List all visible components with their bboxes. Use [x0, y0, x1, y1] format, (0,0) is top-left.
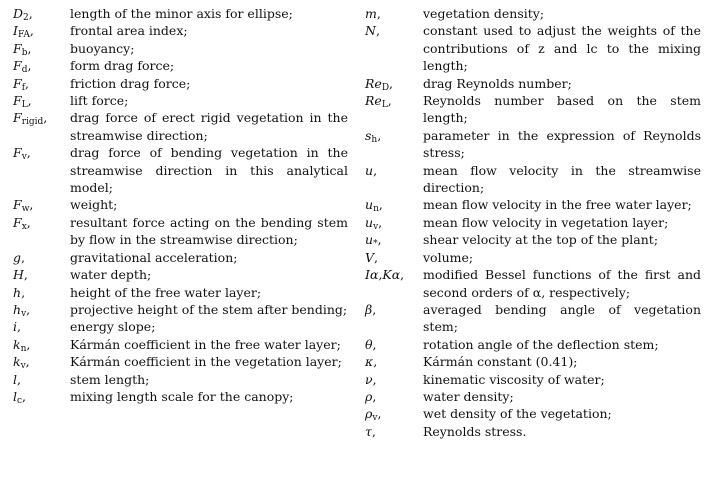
description: friction drag force; [70, 75, 191, 91]
description: mean flow velocity in the streamwise direction; [423, 162, 701, 196]
description: volume; [423, 249, 474, 265]
symbol [13, 22, 70, 39]
symbol [365, 214, 423, 231]
symbol-comma: , [372, 371, 377, 387]
symbol-subscript: 2 [23, 13, 29, 23]
description: weight; [70, 197, 118, 213]
symbol-base: F [13, 197, 22, 213]
nomenclature-entry [13, 109, 348, 144]
symbol [365, 22, 423, 74]
nomenclature-entry [365, 22, 701, 74]
nomenclature-entry [365, 336, 701, 353]
description: drag force of erect rigid vegetation in the streamwise direction; [70, 110, 348, 143]
nomenclature-right-column [365, 5, 701, 440]
symbol [13, 318, 70, 335]
description: drag Reynolds number; [423, 75, 572, 91]
symbol [13, 388, 70, 405]
nomenclature-entry [365, 388, 701, 405]
nomenclature-entry [13, 40, 348, 57]
description: water depth; [70, 267, 152, 283]
symbol-base: Re [365, 75, 382, 91]
nomenclature-entry [365, 214, 701, 231]
nomenclature-entry [13, 301, 348, 318]
symbol-comma: , [26, 336, 31, 352]
symbol-base: i [13, 319, 17, 335]
symbol [13, 109, 70, 144]
symbol-comma: , [27, 58, 32, 74]
nomenclature-entry [365, 231, 701, 248]
symbol-base: h [13, 284, 22, 300]
symbol-subscript: w [21, 204, 30, 215]
symbol-base: β [365, 301, 373, 317]
symbol-subscript: n [373, 204, 379, 215]
symbol [365, 92, 423, 127]
symbol-subscript: v [372, 413, 378, 424]
nomenclature-entry [13, 22, 348, 39]
symbol-base: l [13, 388, 17, 404]
symbol [13, 5, 70, 22]
symbol [365, 5, 423, 22]
symbol-subscript: rigid [21, 117, 44, 128]
symbol [365, 301, 423, 336]
nomenclature-entry [365, 405, 701, 422]
description: buoyancy; [70, 40, 135, 56]
nomenclature-entry [13, 336, 348, 353]
symbol [365, 388, 423, 405]
symbol-base: u [365, 232, 374, 248]
symbol-comma: , [372, 336, 377, 352]
symbol [365, 266, 423, 301]
symbol-comma: , [377, 127, 382, 143]
symbol [13, 284, 70, 301]
description: mixing length scale for the canopy; [70, 388, 294, 404]
symbol-subscript: L [381, 100, 388, 111]
symbol [13, 57, 70, 74]
symbol-comma: , [372, 388, 377, 404]
symbol-comma: , [26, 145, 31, 161]
symbol-comma: , [27, 40, 32, 56]
symbol-base: h [13, 301, 22, 317]
symbol-comma: , [21, 249, 25, 265]
description: energy slope; [70, 319, 156, 335]
symbol-comma: , [389, 75, 394, 91]
nomenclature-entry [365, 266, 701, 301]
symbol-comma: , [26, 214, 31, 230]
description: resultant force acting on the bending stem by flow in the streamwise direction; [70, 214, 348, 248]
symbol [13, 353, 70, 370]
symbol-base: u [365, 214, 374, 230]
symbol-subscript: L [21, 100, 28, 111]
symbol-comma: , [43, 110, 48, 126]
symbol-comma: , [22, 388, 27, 404]
symbol-base: F [13, 75, 22, 91]
symbol-base: D [13, 6, 24, 21]
nomenclature-entry [365, 371, 701, 388]
description: drag force of bending vegetation in the streamwise direction in this analytical model; [70, 145, 348, 196]
description: Kármán constant (0.41); [423, 354, 578, 370]
symbol [365, 231, 423, 248]
symbol [365, 127, 423, 162]
symbol-base: θ [365, 336, 373, 352]
symbol [365, 162, 423, 197]
nomenclature-entry [13, 92, 348, 109]
description: water density; [423, 388, 514, 404]
symbol-base: m [365, 6, 377, 21]
nomenclature-entry [365, 92, 701, 127]
symbol-comma: , [29, 197, 34, 213]
symbol-base: H [13, 267, 24, 283]
nomenclature-entry [365, 127, 701, 162]
symbol [365, 423, 423, 440]
symbol-comma: , [375, 23, 380, 39]
symbol-comma: , [25, 75, 30, 91]
nomenclature-entry [13, 57, 348, 74]
symbol-subscript: D [381, 82, 390, 93]
description: modified Bessel functions of the first and second orders of α, respectively; [423, 267, 701, 300]
nomenclature-entry [365, 196, 701, 213]
description: vegetation density; [423, 6, 545, 21]
symbol-comma: , [376, 6, 381, 21]
description: averaged bending angle of vegetation stem; [423, 301, 701, 335]
symbol-comma: , [374, 249, 379, 265]
symbol-base: Re [365, 93, 382, 109]
symbol-base: N [365, 23, 376, 39]
nomenclature-entry [13, 353, 348, 370]
description: lift force; [70, 93, 129, 109]
symbol-subscript: FA [17, 30, 30, 41]
symbol-comma: , [23, 267, 28, 283]
symbol-base: l [13, 371, 17, 387]
symbol-base: F [13, 145, 22, 161]
description: frontal area index; [70, 23, 188, 39]
nomenclature-left-column [13, 5, 348, 405]
symbol-base: s [365, 127, 372, 143]
symbol [13, 214, 70, 249]
symbol-base: F [13, 58, 22, 74]
symbol-comma: , [377, 232, 382, 248]
symbol-base: V [365, 249, 375, 265]
symbol-subscript: f [21, 82, 26, 93]
description: stem length; [70, 371, 150, 387]
description: Reynolds number based on the stem length; [423, 93, 701, 126]
symbol-base: F [13, 110, 22, 126]
symbol-comma: , [25, 354, 30, 370]
nomenclature-entry [13, 284, 348, 301]
symbol [13, 75, 70, 92]
symbol [365, 353, 423, 370]
symbol [13, 336, 70, 353]
symbol-base: Iα,Kα [365, 267, 401, 283]
symbol [365, 75, 423, 92]
nomenclature-entry [365, 423, 701, 440]
symbol-base: k [13, 336, 21, 352]
description: Kármán coefficient in the vegetation layer; [70, 354, 342, 370]
symbol-comma: , [378, 214, 383, 230]
symbol-base: τ [365, 423, 372, 439]
symbol [13, 371, 70, 388]
symbol-comma: , [400, 267, 405, 283]
symbol-subscript: v [21, 308, 27, 319]
symbol-base: F [13, 93, 22, 109]
description: form drag force; [70, 58, 175, 74]
symbol-subscript: d [21, 65, 28, 76]
symbol [13, 301, 70, 318]
symbol-comma: , [372, 301, 377, 317]
nomenclature-entry [13, 249, 348, 266]
symbol [365, 405, 423, 422]
symbol [13, 196, 70, 213]
symbol-subscript: n [20, 343, 27, 354]
symbol [365, 249, 423, 266]
description: Kármán coefficient in the free water layer; [70, 336, 341, 352]
symbol-subscript: * [373, 239, 378, 250]
description: projective height of the stem after bending; [70, 301, 348, 317]
symbol-base: ν [365, 371, 373, 387]
symbol-comma: , [378, 197, 383, 213]
symbol [365, 336, 423, 353]
description: mean flow velocity in the free water layer; [423, 197, 692, 213]
nomenclature-entry [365, 5, 701, 22]
description: rotation angle of the deflection stem; [423, 336, 659, 352]
symbol-comma: , [17, 371, 21, 387]
nomenclature-entry [13, 318, 348, 335]
description: kinematic viscosity of water; [423, 371, 605, 387]
description: Reynolds stress. [423, 423, 527, 439]
symbol-comma: , [28, 6, 33, 21]
nomenclature-entry [365, 249, 701, 266]
symbol-base: ρ [365, 388, 373, 404]
symbol-comma: , [377, 406, 382, 422]
description: gravitational acceleration; [70, 249, 238, 265]
symbol [13, 144, 70, 196]
description: parameter in the expression of Reynolds stress; [423, 127, 701, 161]
symbol-comma: , [21, 284, 26, 300]
symbol-base: I [13, 23, 18, 39]
symbol [13, 40, 70, 57]
symbol-base: ρ [365, 406, 373, 422]
description: constant used to adjust the weights of the contributions of z and lc to the mixing length; [423, 23, 701, 74]
symbol-base: u [365, 197, 374, 213]
symbol-comma: , [373, 162, 378, 178]
nomenclature-entry [365, 75, 701, 92]
symbol-comma: , [371, 423, 376, 439]
nomenclature-entry [365, 353, 701, 370]
description: mean flow velocity in vegetation layer; [423, 214, 669, 230]
symbol-base: u [365, 162, 374, 178]
symbol-comma: , [387, 93, 392, 109]
symbol [365, 196, 423, 213]
symbol-subscript: c [17, 395, 23, 406]
symbol-subscript: v [20, 361, 26, 372]
symbol [13, 266, 70, 283]
symbol [13, 92, 70, 109]
symbol-subscript: b [21, 47, 28, 58]
symbol-comma: , [373, 354, 378, 370]
symbol-base: g [13, 249, 22, 265]
symbol-subscript: v [373, 221, 379, 232]
symbol-subscript: h [371, 134, 378, 145]
symbol-comma: , [26, 301, 31, 317]
nomenclature-entry [13, 214, 348, 249]
description: length of the minor axis for ellipse; [70, 6, 293, 21]
symbol [365, 371, 423, 388]
symbol-base: k [13, 354, 21, 370]
nomenclature-entry [365, 301, 701, 336]
symbol-subscript: x [21, 221, 27, 232]
nomenclature-entry [13, 5, 348, 22]
nomenclature-entry [13, 75, 348, 92]
description: height of the free water layer; [70, 284, 262, 300]
nomenclature-entry [13, 388, 348, 405]
description: wet density of the vegetation; [423, 406, 612, 422]
symbol-comma: , [29, 23, 34, 39]
nomenclature-entry [13, 196, 348, 213]
symbol-comma: , [27, 93, 32, 109]
symbol-subscript: v [21, 152, 27, 163]
nomenclature-entry [13, 144, 348, 196]
symbol-base: κ [365, 354, 374, 370]
symbol [13, 249, 70, 266]
description: shear velocity at the top of the plant; [423, 232, 659, 248]
nomenclature-entry [365, 162, 701, 197]
symbol-base: F [13, 40, 22, 56]
symbol-base: F [13, 214, 22, 230]
symbol-comma: , [17, 319, 21, 335]
nomenclature-entry [13, 371, 348, 388]
nomenclature-entry [13, 266, 348, 283]
